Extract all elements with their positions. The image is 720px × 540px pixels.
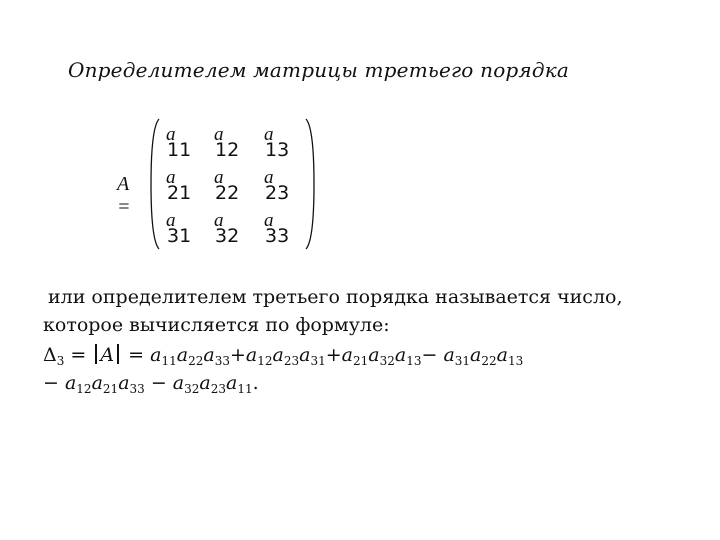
formula-line-1	[43, 341, 703, 369]
formula-term-l1-sign-2: +	[325, 344, 342, 366]
formula-term-l1-factor: a	[245, 344, 258, 366]
delta-subscript: 3	[56, 354, 65, 368]
formula-term-l1-factor: a	[394, 344, 407, 366]
determinant-formula	[43, 341, 703, 397]
matrix-cell-symbol: a	[264, 124, 274, 145]
matrix-grid	[163, 124, 305, 250]
formula-term-l1-factor-index: 12	[257, 354, 273, 368]
formula-term-l2-factor-index: 32	[184, 382, 200, 396]
matrix-cell-index: 11	[167, 139, 192, 161]
formula-term-l1-factor-index: 31	[310, 354, 326, 368]
formula-term-l1-factor: a	[470, 344, 482, 366]
formula-term-l1-factor: a	[150, 344, 162, 366]
matrix-cell-31	[163, 210, 209, 250]
formula-term-l2-factor: a	[226, 372, 238, 394]
matrix-cell-33	[261, 210, 307, 250]
formula-term-l1-factor: a	[496, 344, 508, 366]
formula-term-l1-factor: a	[203, 344, 215, 366]
formula-term-l2-factor: a	[172, 372, 185, 394]
left-parenthesis	[150, 118, 160, 250]
matrix-cell-index: 12	[215, 139, 240, 161]
matrix-cell-21	[163, 167, 209, 207]
matrix-cell-symbol: a	[166, 167, 176, 188]
formula-term-l1-factor: a	[176, 344, 189, 366]
formula-term-l2-factor: a	[91, 372, 103, 394]
formula-term-l1-factor: a	[368, 344, 380, 366]
matrix-cell-22	[211, 167, 257, 207]
formula-term-l2-factor-index: 33	[129, 382, 145, 396]
formula-term-l2-factor: a	[64, 372, 77, 394]
formula-term-l1-factor-index: 31	[454, 354, 471, 368]
matrix-cell-13	[261, 124, 307, 164]
equals-sign: =	[70, 344, 87, 366]
formula-term-l2-sign-1: −	[144, 372, 173, 394]
formula-end-period: .	[252, 372, 259, 394]
delta-symbol: Δ	[43, 344, 57, 366]
formula-term-l1-sign-1: +	[229, 344, 246, 366]
matrix-cell-index: 21	[167, 182, 192, 204]
paragraph-line-2: которое вычисляется по формуле:	[43, 314, 390, 336]
formula-term-l1-factor: a	[299, 344, 311, 366]
formula-term-l2-sign-0: −	[43, 372, 65, 394]
matrix-lhs	[117, 173, 131, 219]
matrix-cell-symbol: a	[214, 167, 224, 188]
matrix-cell-index: 31	[167, 225, 192, 247]
formula-term-l1-factor-index: 32	[379, 354, 395, 368]
paragraph-line-1: или определителем третьего порядка называется число,	[48, 286, 623, 308]
matrix-symbol: A	[100, 344, 115, 366]
heading: Определителем матрицы третьего порядка	[68, 58, 570, 82]
description-paragraph	[43, 283, 703, 339]
matrix-cell-symbol: a	[214, 210, 224, 231]
matrix-cell-symbol: a	[166, 124, 176, 145]
matrix-cell-symbol: a	[264, 167, 274, 188]
formula-term-l2-factor-index: 12	[76, 382, 92, 396]
formula-term-l2-factor: a	[199, 372, 211, 394]
formula-term-l1-factor: a	[443, 344, 455, 366]
formula-term-l1-factor-index: 23	[283, 354, 300, 368]
matrix-cell-symbol: a	[214, 124, 224, 145]
matrix-cell-index: 23	[265, 182, 290, 204]
formula-term-l1-factor-index: 13	[507, 354, 524, 368]
formula-term-l1-factor-index: 22	[481, 354, 497, 368]
formula-term-l1-sign-0: =	[128, 344, 151, 366]
formula-line-2	[43, 369, 703, 397]
formula-term-l1-factor: a	[341, 344, 353, 366]
formula-term-l1-factor-index: 22	[188, 354, 204, 368]
formula-term-l1-factor-index: 33	[214, 354, 230, 368]
formula-term-l1-factor-index: 21	[352, 354, 369, 368]
matrix-cell-index: 32	[215, 225, 240, 247]
matrix-cell-index: 13	[265, 139, 290, 161]
matrix-cell-index: 33	[265, 225, 290, 247]
formula-term-l1-factor: a	[272, 344, 284, 366]
matrix-cell-23	[261, 167, 307, 207]
formula-term-l1-factor-index: 13	[406, 354, 422, 368]
formula-term-l1-sign-3: −	[421, 344, 444, 366]
matrix-cell-symbol: a	[264, 210, 274, 231]
formula-term-l2-factor-index: 11	[237, 382, 253, 396]
matrix-cell-index: 22	[215, 182, 240, 204]
matrix-lhs-text: A =	[117, 173, 131, 218]
abs-bar-left	[95, 344, 97, 364]
formula-term-l2-factor-index: 21	[102, 382, 119, 396]
matrix-cell-32	[211, 210, 257, 250]
matrix-cell-12	[211, 124, 257, 164]
formula-term-l2-factor-index: 23	[210, 382, 227, 396]
matrix-cell-11	[163, 124, 209, 164]
formula-term-l2-factor: a	[118, 372, 130, 394]
formula-term-l1-factor-index: 11	[161, 354, 177, 368]
matrix-cell-symbol: a	[166, 210, 176, 231]
abs-bar-right	[117, 344, 119, 364]
